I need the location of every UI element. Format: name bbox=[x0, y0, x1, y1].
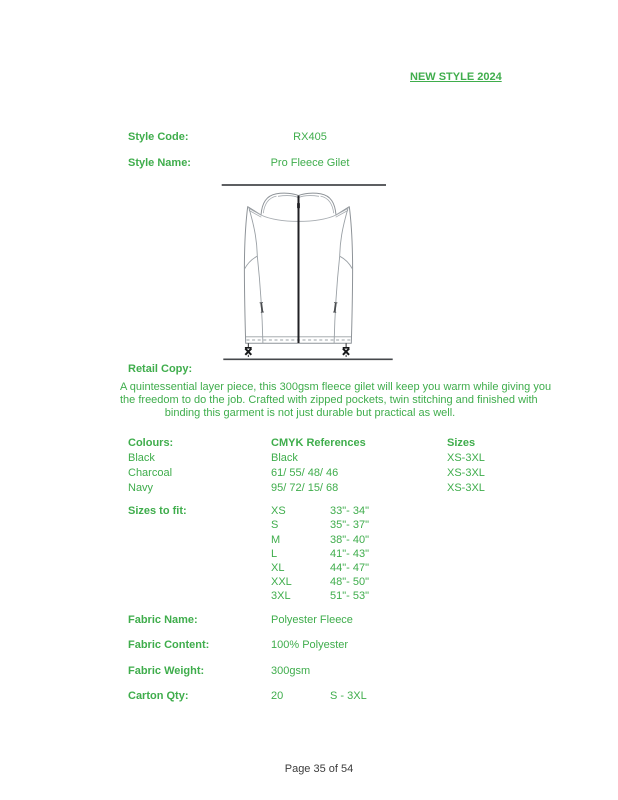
colour-name: Black bbox=[128, 452, 155, 464]
fabric-content-label: Fabric Content: bbox=[128, 639, 210, 651]
retail-copy-line: A quintessential layer piece, this 300gsm fleece gilet will keep you warm while giving you bbox=[120, 381, 552, 393]
drawcord-toggle-right bbox=[343, 343, 350, 357]
colour-cmyk: 61/ 55/ 48/ 46 bbox=[271, 467, 339, 479]
sizes-header: Sizes bbox=[447, 437, 476, 449]
size-fit-range: 41"- 43" bbox=[330, 548, 369, 560]
carton-size-range: S - 3XL bbox=[330, 690, 367, 702]
fabric-name-label: Fabric Name: bbox=[128, 614, 198, 626]
style-name-value: Pro Fleece Gilet bbox=[270, 157, 350, 169]
size-fit-range: 51"- 53" bbox=[330, 590, 369, 602]
colour-sizes: XS-3XL bbox=[447, 482, 485, 494]
pocket-zip-left bbox=[261, 303, 262, 312]
size-name: M bbox=[271, 534, 281, 546]
size-name: XS bbox=[271, 505, 286, 517]
new-style-badge: NEW STYLE 2024 bbox=[410, 71, 502, 83]
page-number: Page 35 of 54 bbox=[284, 763, 354, 775]
size-name: XXL bbox=[271, 576, 292, 588]
colour-sizes: XS-3XL bbox=[447, 452, 485, 464]
size-name: S bbox=[271, 519, 279, 531]
colours-header: Colours: bbox=[128, 437, 174, 449]
size-fit-range: 48"- 50" bbox=[330, 576, 369, 588]
size-name: 3XL bbox=[271, 590, 291, 602]
size-name: XL bbox=[271, 562, 285, 574]
cmyk-header: CMYK References bbox=[271, 437, 366, 449]
colour-sizes: XS-3XL bbox=[447, 467, 485, 479]
retail-copy-text bbox=[120, 381, 552, 420]
pocket-zip-right bbox=[335, 303, 336, 312]
carton-qty-label: Carton Qty: bbox=[128, 690, 189, 702]
colour-cmyk: Black bbox=[271, 452, 298, 464]
style-code-value: RX405 bbox=[293, 131, 327, 143]
size-fit-range: 44"- 47" bbox=[330, 562, 369, 574]
gilet-technical-sketch-image bbox=[210, 178, 400, 375]
zip-slider bbox=[297, 203, 300, 208]
fabric-weight-value: 300gsm bbox=[271, 665, 311, 677]
carton-qty-value: 20 bbox=[271, 690, 284, 702]
colour-name: Charcoal bbox=[128, 467, 173, 479]
colour-name: Navy bbox=[128, 482, 154, 494]
retail-copy-line: binding this garment is not just durable but practical as well. bbox=[164, 407, 456, 419]
style-name-label: Style Name: bbox=[128, 157, 191, 169]
style-code-label: Style Code: bbox=[128, 131, 189, 143]
size-name: L bbox=[271, 548, 278, 560]
colour-cmyk: 95/ 72/ 15/ 68 bbox=[271, 482, 339, 494]
retail-copy-line: the freedom to do the job. Crafted with zipped pockets, twin stitching and finished with bbox=[120, 394, 538, 406]
fabric-weight-label: Fabric Weight: bbox=[128, 665, 205, 677]
size-fit-range: 33"- 34" bbox=[330, 505, 369, 517]
drawcord-toggle-left bbox=[245, 343, 252, 357]
retail-copy-label: Retail Copy: bbox=[128, 363, 193, 375]
fabric-content-value: 100% Polyester bbox=[271, 639, 349, 651]
size-fit-range: 38"- 40" bbox=[330, 534, 369, 546]
fabric-name-value: Polyester Fleece bbox=[271, 614, 353, 626]
size-fit-range: 35"- 37" bbox=[330, 519, 369, 531]
sizes-to-fit-label: Sizes to fit: bbox=[128, 505, 187, 517]
